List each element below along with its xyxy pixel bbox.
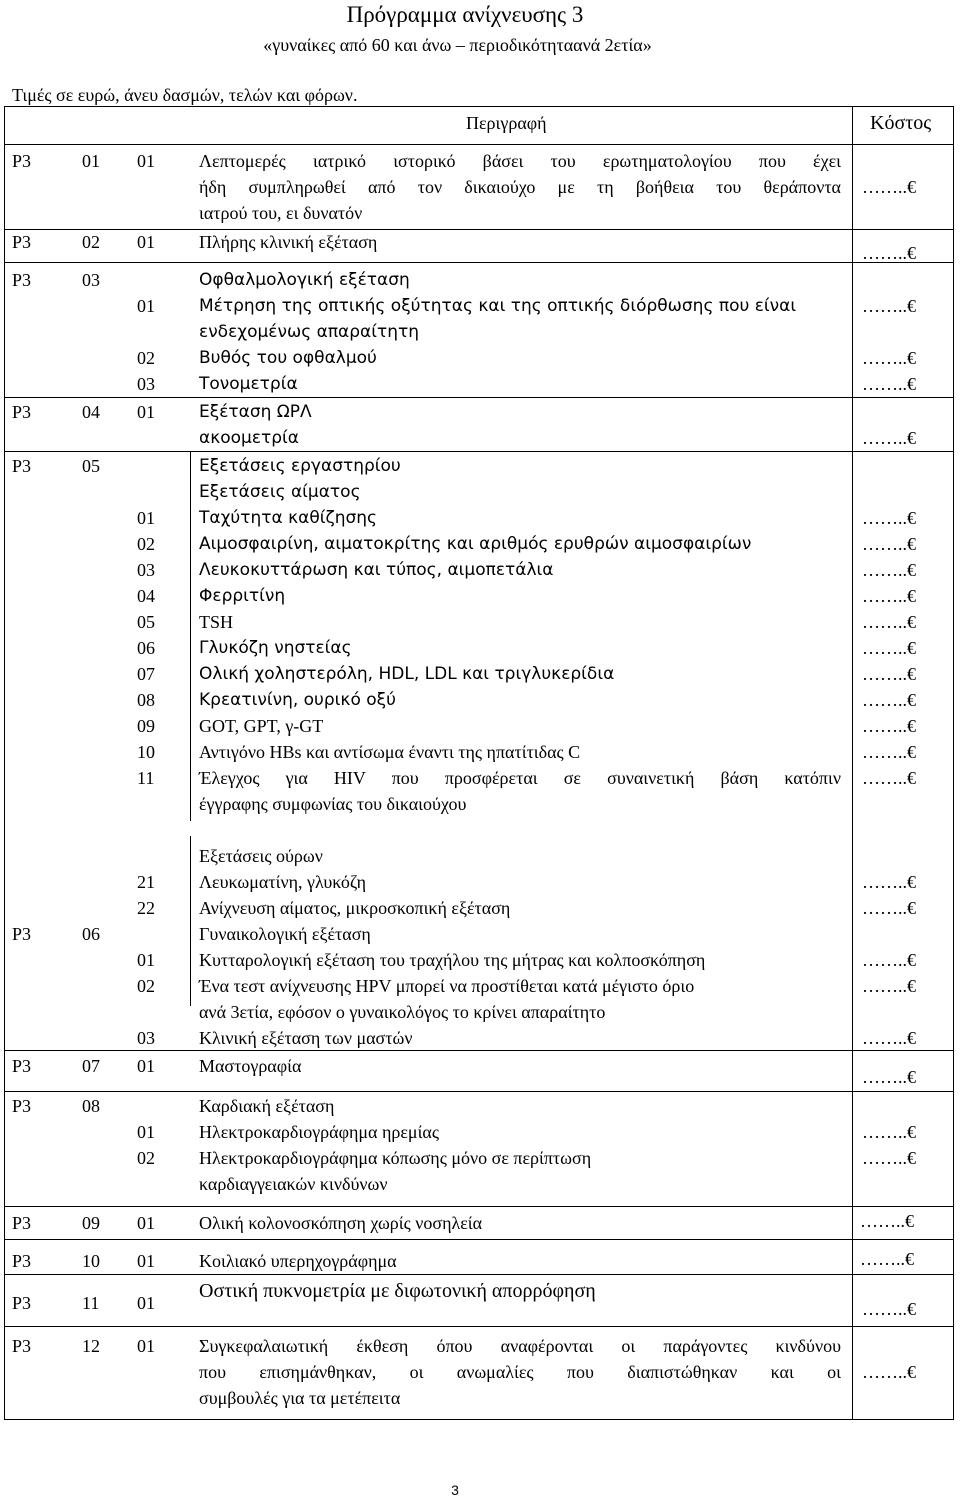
code-part: 11 [82,1293,100,1313]
description-text: Αντιγόνο HBs και αντίσωμα έναντι της ηπατίτιδας C [199,742,581,762]
code-part: P3 [12,402,32,422]
code-part: 04 [137,586,155,606]
description-text: Συγκεφαλαιωτική έκθεση όπου αναφέρονται οι παράγοντες κινδύνου [199,1336,841,1356]
cost-value: ……..€ [862,742,916,762]
table-border [4,106,5,1420]
description-text: Κλινική εξέταση των μαστών [199,1028,413,1048]
code-part: 02 [137,976,155,996]
table-border [852,106,853,1420]
cost-value: ……..€ [862,950,916,970]
code-part: 07 [82,1056,100,1076]
description-text: Γυναικολογική εξέταση [199,924,371,944]
description-text: Μαστογραφία [199,1056,302,1076]
description-text: Εξέταση ΩΡΛ [199,402,312,422]
code-part: 12 [82,1336,100,1356]
code-part: P3 [12,1213,32,1233]
description-text: Ολική χοληστερόλη, HDL, LDL και τριγλυκερίδια [199,664,615,684]
table-border [4,1274,954,1275]
code-part: P3 [12,1251,32,1271]
description-text: Εξετάσεις ούρων [199,846,323,866]
code-part: 05 [82,456,100,476]
cost-value: ……..€ [862,374,916,394]
code-part: 01 [137,508,155,528]
code-part: 01 [137,1251,155,1271]
description-text: Λευκωματίνη, γλυκόζη [199,872,367,892]
code-part: P3 [12,924,32,944]
cost-value: ……..€ [862,296,916,316]
code-part: 01 [137,1056,155,1076]
table-border [190,451,191,821]
price-note: Τιμές σε ευρώ, άνευ δασμών, τελών και φόρων. [12,85,358,105]
description-text: Λεπτομερές ιατρικό ιστορικό βάσει του ερωτηματολογίου που έχει [199,151,841,171]
code-part: 01 [82,151,100,171]
cost-value: ……..€ [862,612,916,632]
cost-value: ……..€ [862,586,916,606]
code-part: 11 [137,768,155,788]
cost-value: ……..€ [860,1249,914,1269]
cost-value: ……..€ [862,976,916,996]
cost-value: ……..€ [862,664,916,684]
cost-value: ……..€ [862,1122,916,1142]
code-part: 02 [137,534,155,554]
page-number: 3 [451,1482,459,1498]
code-part: 08 [137,690,155,710]
code-part: 06 [82,924,100,944]
description-text: Ηλεκτροκαρδιογράφημα ηρεμίας [199,1122,439,1142]
code-part: 04 [82,402,100,422]
description-text: ενδεχομένως απαραίτητη [199,322,420,342]
cost-value: ……..€ [862,1028,916,1048]
code-part: 08 [82,1096,100,1116]
cost-value: ……..€ [862,534,916,554]
cost-value: ……..€ [862,690,916,710]
description-text: Ταχύτητα καθίζησης [199,508,378,528]
description-text: Οφθαλμολογική εξέταση [199,270,410,290]
page-title: Πρόγραμμα ανίχνευσης 3 [346,2,584,27]
cost-value: ……..€ [862,243,916,263]
code-part: 21 [137,872,155,892]
description-text: Ολική κολονοσκόπηση χωρίς νοσηλεία [199,1213,483,1233]
code-part: P3 [12,1056,32,1076]
code-part: P3 [12,1096,32,1116]
code-part: P3 [12,1293,32,1313]
description-text: Λευκοκυττάρωση και τύπος, αιμοπετάλια [199,560,554,580]
description-text: Πλήρης κλινική εξέταση [199,232,378,252]
cost-value: ……..€ [862,1148,916,1168]
description-text: Έλεγχος για HIV που προσφέρεται σε συναινετική βάση κατόπιν [199,768,841,788]
cost-value: ……..€ [862,428,916,448]
cost-value: ……..€ [862,898,916,918]
description-text: Καρδιακή εξέταση [199,1096,335,1116]
code-part: 01 [137,1293,155,1313]
code-part: 01 [137,1213,155,1233]
code-part: 10 [82,1251,100,1271]
code-part: 06 [137,638,155,658]
description-text: Ηλεκτροκαρδιογράφημα κόπωσης μόνο σε περίπτωση [199,1148,592,1168]
cost-value: ……..€ [862,1299,916,1319]
table-border [4,397,954,398]
code-part: 02 [137,1148,155,1168]
code-part: 01 [137,1122,155,1142]
code-part: 02 [82,232,100,252]
description-text: Γλυκόζη νηστείας [199,638,352,658]
description-text: Φερριτίνη [199,586,286,606]
description-text: ιατρού του, ει δυνατόν [199,203,363,223]
description-text: Ανίχνευση αίματος, μικροσκοπική εξέταση [199,898,511,918]
code-part: 01 [137,296,155,316]
table-border [4,1326,954,1327]
code-part: P3 [12,232,32,252]
code-part: 03 [137,1028,155,1048]
table-border [4,1239,954,1240]
description-text: Κρεατινίνη, ουρικό οξύ [199,690,396,710]
cost-value: ……..€ [862,716,916,736]
code-part: 01 [137,232,155,252]
description-text: ήδη συμπληρωθεί από τον δικαιούχο με τη βοήθεια του θεράποντα [199,177,841,197]
table-border [4,451,954,452]
description-text: GOT, GPT, γ-GT [199,716,324,736]
description-text: που επισημάνθηκαν, οι ανωμαλίες που διαπιστώθηκαν και οι [199,1362,841,1382]
description-text: Εξετάσεις αίματος [199,482,361,502]
description-text: Αιμοσφαιρίνη, αιματοκρίτης και αριθμός ερυθρών αιμοσφαιρίων [199,534,752,554]
cost-value: ……..€ [862,638,916,658]
description-text: Κυτταρολογική εξέταση του τραχήλου της μήτρας και κολποσκόπηση [199,950,706,970]
description-text: TSH [199,612,234,632]
cost-value: ……..€ [862,348,916,368]
table-border [4,1206,954,1207]
code-part: P3 [12,1336,32,1356]
cost-value: ……..€ [862,508,916,528]
code-part: 07 [137,664,155,684]
code-part: 01 [137,950,155,970]
code-part: 03 [137,374,155,394]
table-border [953,106,954,1420]
code-part: 01 [137,1336,155,1356]
code-part: 01 [137,151,155,171]
description-text: Κοιλιακό υπερηχογράφημα [199,1251,397,1271]
table-border [190,836,191,1006]
code-part: 03 [82,270,100,290]
description-text: συμβουλές για τα μετέπειτα [199,1388,401,1408]
cost-value: ……..€ [862,177,916,197]
page-subtitle: «γυναίκες από 60 και άνω – περιοδικότηταανά 2ετία» [263,35,652,55]
table-border [4,1419,954,1420]
code-part: P3 [12,151,32,171]
code-part: 05 [137,612,155,632]
code-part: 10 [137,742,155,762]
code-part: 09 [137,716,155,736]
description-text: καρδιαγγειακών κινδύνων [199,1174,388,1194]
description-text: ανά 3ετία, εφόσον ο γυναικολόγος το κρίνει απαραίτητο [199,1002,606,1022]
cost-value: ……..€ [862,768,916,788]
cost-value: ……..€ [862,872,916,892]
table-border [4,106,954,107]
code-part: 02 [137,348,155,368]
code-part: P3 [12,270,32,290]
description-header: Περιγραφή [466,113,547,133]
description-text: Βυθός του οφθαλμού [199,348,377,368]
table-border [4,262,954,263]
description-text: Οστική πυκνομετρία με διφωτονική απορρόφηση [199,1280,596,1302]
description-text: Ένα τεστ ανίχνευσης HPV μπορεί να προστίθεται κατά μέγιστο όριο [199,976,695,996]
cost-value: ……..€ [862,1362,916,1382]
cost-value: ……..€ [862,560,916,580]
description-text: Τονομετρία [199,374,298,394]
code-part: P3 [12,456,32,476]
code-part: 01 [137,402,155,422]
description-text: Μέτρηση της οπτικής οξύτητας και της οπτικής διόρθωσης που είναι [199,296,797,316]
cost-header: Κόστος [870,112,932,134]
code-part: 09 [82,1213,100,1233]
table-border [4,1091,954,1092]
table-border [4,144,954,145]
cost-value: ……..€ [862,1067,916,1087]
description-text: ακοομετρία [199,428,300,448]
cost-value: ……..€ [860,1211,914,1231]
code-part: 22 [137,898,155,918]
code-part: 03 [137,560,155,580]
description-text: Εξετάσεις εργαστηρίου [199,456,401,476]
description-text: έγγραφης συμφωνίας του δικαιούχου [199,794,467,814]
